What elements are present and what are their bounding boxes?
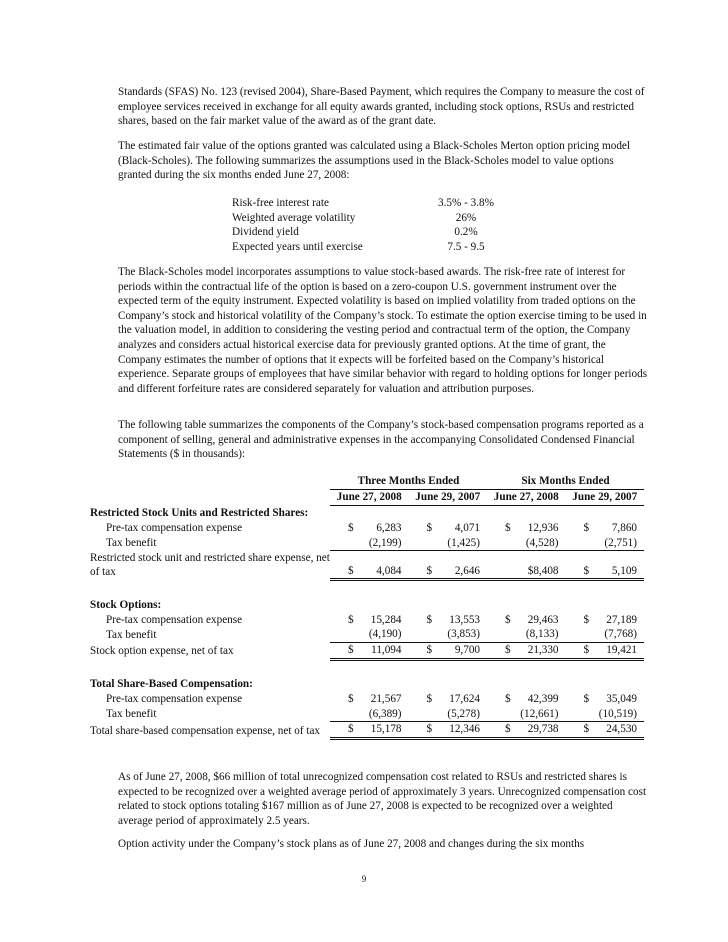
section-title: Total Share-Based Compensation:	[90, 677, 253, 690]
header-col-2: June 29, 2007	[409, 490, 488, 506]
assumption-value: 26%	[455, 211, 477, 224]
page-number: 9	[361, 874, 367, 884]
assumption-label: Risk-free interest rate	[232, 197, 329, 209]
section-title: Restricted Stock Units and Restricted Shares:	[90, 507, 309, 519]
header-six-months: Six Months Ended	[487, 474, 644, 490]
row-label: Pre-tax compensation expense	[106, 522, 243, 534]
row-label: Pre-tax compensation expense	[106, 613, 243, 626]
table-row: Pre-tax compensation expense $ 21,567 $ 17,624 $ 42,399 $ 35,049	[90, 692, 644, 707]
assumptions-table	[232, 196, 516, 254]
row-label: Tax benefit	[106, 537, 157, 550]
row-label: Tax benefit	[106, 628, 157, 641]
row-label: Total share-based compensation expense, net of tax	[90, 724, 321, 737]
header-three-months: Three Months Ended	[330, 474, 487, 490]
assumption-value: 0.2%	[454, 226, 478, 239]
row-label: Restricted stock unit and restricted share expense, net of tax	[90, 551, 330, 579]
paragraph-black-scholes-detail: The Black-Scholes model incorporates assumptions to value stock-based awards. The risk-free rate of interest for periods within the contractual life of the option is based on a zero-coupon U.S. government instrument over the expected term of the equity instrument. Expected volatility is based on implied volatility from traded options on the Company’s stock and historical volatility of the Company’s stock. To estimate the option exercise timing to be used in the valuation model, in addition to considering the vesting period and contractual term of the option, the Company analyzes and considers actual historical exercise data for previously granted options. At the time of grant, the Company estimates the number of options that it expects will be forfeited based on the Company’s historical experience. Separate groups of employees that have similar behavior with regard to holding options for longer periods and different forfeiture rates are considered separately for valuation and attribution purposes.	[118, 266, 648, 395]
table-row-total: Restricted stock unit and restricted share expense, net of tax $ 4,084 $ 2,646 $8,408 $ 5,109	[90, 551, 644, 580]
table-row: Tax benefit (6,389) (5,278) (12,661) (10,519)	[90, 707, 644, 722]
table-row: Pre-tax compensation expense $ 6,283 $ 4,071 $ 12,936 $ 7,860	[90, 521, 644, 536]
assumption-row	[232, 240, 516, 255]
paragraph-sfas: Standards (SFAS) No. 123 (revised 2004), Share-Based Payment, which requires the Company to measure the cost of employee services received in exchange for all equity awards granted, including stock options, RSUs and restricted shares, based on the fair market value of the award as of the grant date.	[118, 86, 645, 128]
assumption-row	[232, 211, 516, 226]
row-label: Tax benefit	[106, 708, 157, 721]
table-header-dates	[90, 490, 644, 506]
assumption-value: 3.5% - 3.8%	[438, 197, 494, 209]
paragraph-black-scholes-intro: The estimated fair value of the options granted was calculated using a Black-Scholes Merton option pricing model (Black-Scholes). The following summarizes the assumptions used in the Black-Scholes model to value options granted during the six months ended June 27, 2008:	[118, 140, 630, 182]
assumption-label: Expected years until exercise	[232, 240, 363, 253]
table-row-total: Stock option expense, net of tax $ 11,094 $ 9,700 $ 21,330 $ 19,421	[90, 642, 644, 659]
assumption-label: Weighted average volatility	[232, 211, 356, 224]
paragraph-table-intro: The following table summarizes the components of the Company’s stock-based compensation programs reported as a component of selling, general and administrative expenses in the accompanying Consolidated Condensed Financial Statements ($ in thousands):	[118, 419, 644, 461]
assumption-row	[232, 225, 516, 240]
table-row: Pre-tax compensation expense $ 15,284 $ 13,553 $ 29,463 $ 27,189	[90, 612, 644, 627]
section-total	[90, 677, 644, 692]
section-stock-options	[90, 597, 644, 612]
table-row: Tax benefit (4,190) (3,853) (8,133) (7,768)	[90, 627, 644, 642]
section-rsu	[90, 505, 644, 521]
assumption-label: Dividend yield	[232, 226, 299, 239]
section-title: Stock Options:	[90, 598, 162, 611]
row-label: Pre-tax compensation expense	[106, 692, 243, 705]
header-col-1: June 27, 2008	[330, 490, 409, 506]
header-col-4: June 29, 2007	[566, 490, 645, 506]
compensation-table	[90, 474, 644, 740]
paragraph-unrecognized-cost: As of June 27, 2008, $66 million of total unrecognized compensation cost related to RSUs and restricted shares is expected to be recognized over a weighted average period of approximately 3 years. Unrecognized compensation cost related to stock options totaling $167 million as of June 27, 2008 is expected to be recognized over a weighted average period of approximately 2.5 years.	[118, 771, 647, 827]
row-label: Stock option expense, net of tax	[90, 645, 234, 658]
table-header-groups	[90, 474, 644, 490]
assumption-value: 7.5 - 9.5	[447, 240, 485, 253]
table-row-total: Total share-based compensation expense, net of tax $ 15,178 $ 12,346 $ 29,738 $ 24,530	[90, 722, 644, 739]
header-col-3: June 27, 2008	[487, 490, 566, 506]
assumption-row	[232, 196, 516, 211]
paragraph-option-activity: Option activity under the Company’s stock plans as of June 27, 2008 and changes during the six months	[118, 838, 585, 850]
table-row: Tax benefit (2,199) (1,425) (4,528) (2,751)	[90, 536, 644, 551]
